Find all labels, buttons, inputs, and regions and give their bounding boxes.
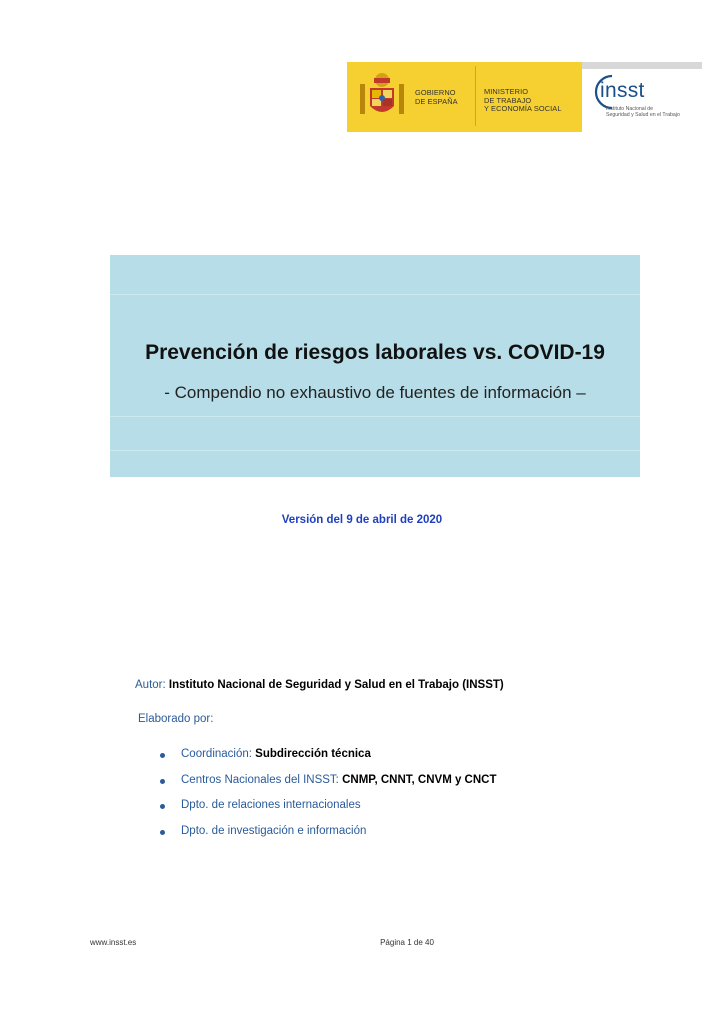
list-item-label: Coordinación:	[181, 748, 252, 760]
list-item-value: Subdirección técnica	[255, 748, 371, 760]
list-item	[160, 774, 497, 800]
title-box-rule	[110, 294, 640, 295]
gobierno-text: GOBIERNO DE ESPAÑA	[415, 88, 458, 106]
list-item-label: Dpto. de investigación e información	[181, 824, 367, 837]
list-item-label: Centros Nacionales del INSST:	[181, 773, 339, 786]
bullet-icon	[160, 804, 165, 809]
title-box-rule	[110, 416, 640, 417]
title-box	[110, 255, 640, 477]
author-label: Autor:	[135, 679, 166, 691]
version-date: Versión del 9 de abril de 2020	[281, 514, 443, 526]
contributors-list	[160, 748, 497, 850]
bullet-icon	[160, 779, 165, 784]
insst-subtitle: Instituto Nacional de Seguridad y Salud en el Trabajo	[606, 106, 680, 118]
footer-website: www.insst.es	[90, 938, 137, 947]
list-item	[160, 748, 497, 774]
list-item	[160, 799, 497, 825]
document-title: Prevención de riesgos laborales vs. COVID-19	[145, 341, 605, 364]
bullet-icon	[160, 753, 165, 758]
title-box-rule	[110, 450, 640, 451]
header-grey-bar	[582, 62, 702, 69]
insst-logo-text: insst	[600, 79, 645, 102]
list-item-label: Dpto. de relaciones internacionales	[181, 799, 361, 811]
banner-divider	[475, 66, 476, 126]
author-value: Instituto Nacional de Seguridad y Salud en el Trabajo (INSST)	[168, 679, 504, 691]
footer-page-number: Página 1 de 40	[380, 938, 434, 947]
spain-coat-of-arms-icon	[356, 70, 408, 122]
bullet-icon	[160, 830, 165, 835]
list-item-value: CNMP, CNNT, CNVM y CNCT	[342, 773, 497, 786]
author-line	[135, 679, 504, 691]
elaborado-por-label: Elaborado por:	[138, 713, 214, 725]
ministerio-text: MINISTERIO DE TRABAJO Y ECONOMÍA SOCIAL	[484, 87, 562, 114]
document-subtitle: - Compendio no exhaustivo de fuentes de información –	[164, 383, 586, 402]
list-item	[160, 825, 497, 851]
